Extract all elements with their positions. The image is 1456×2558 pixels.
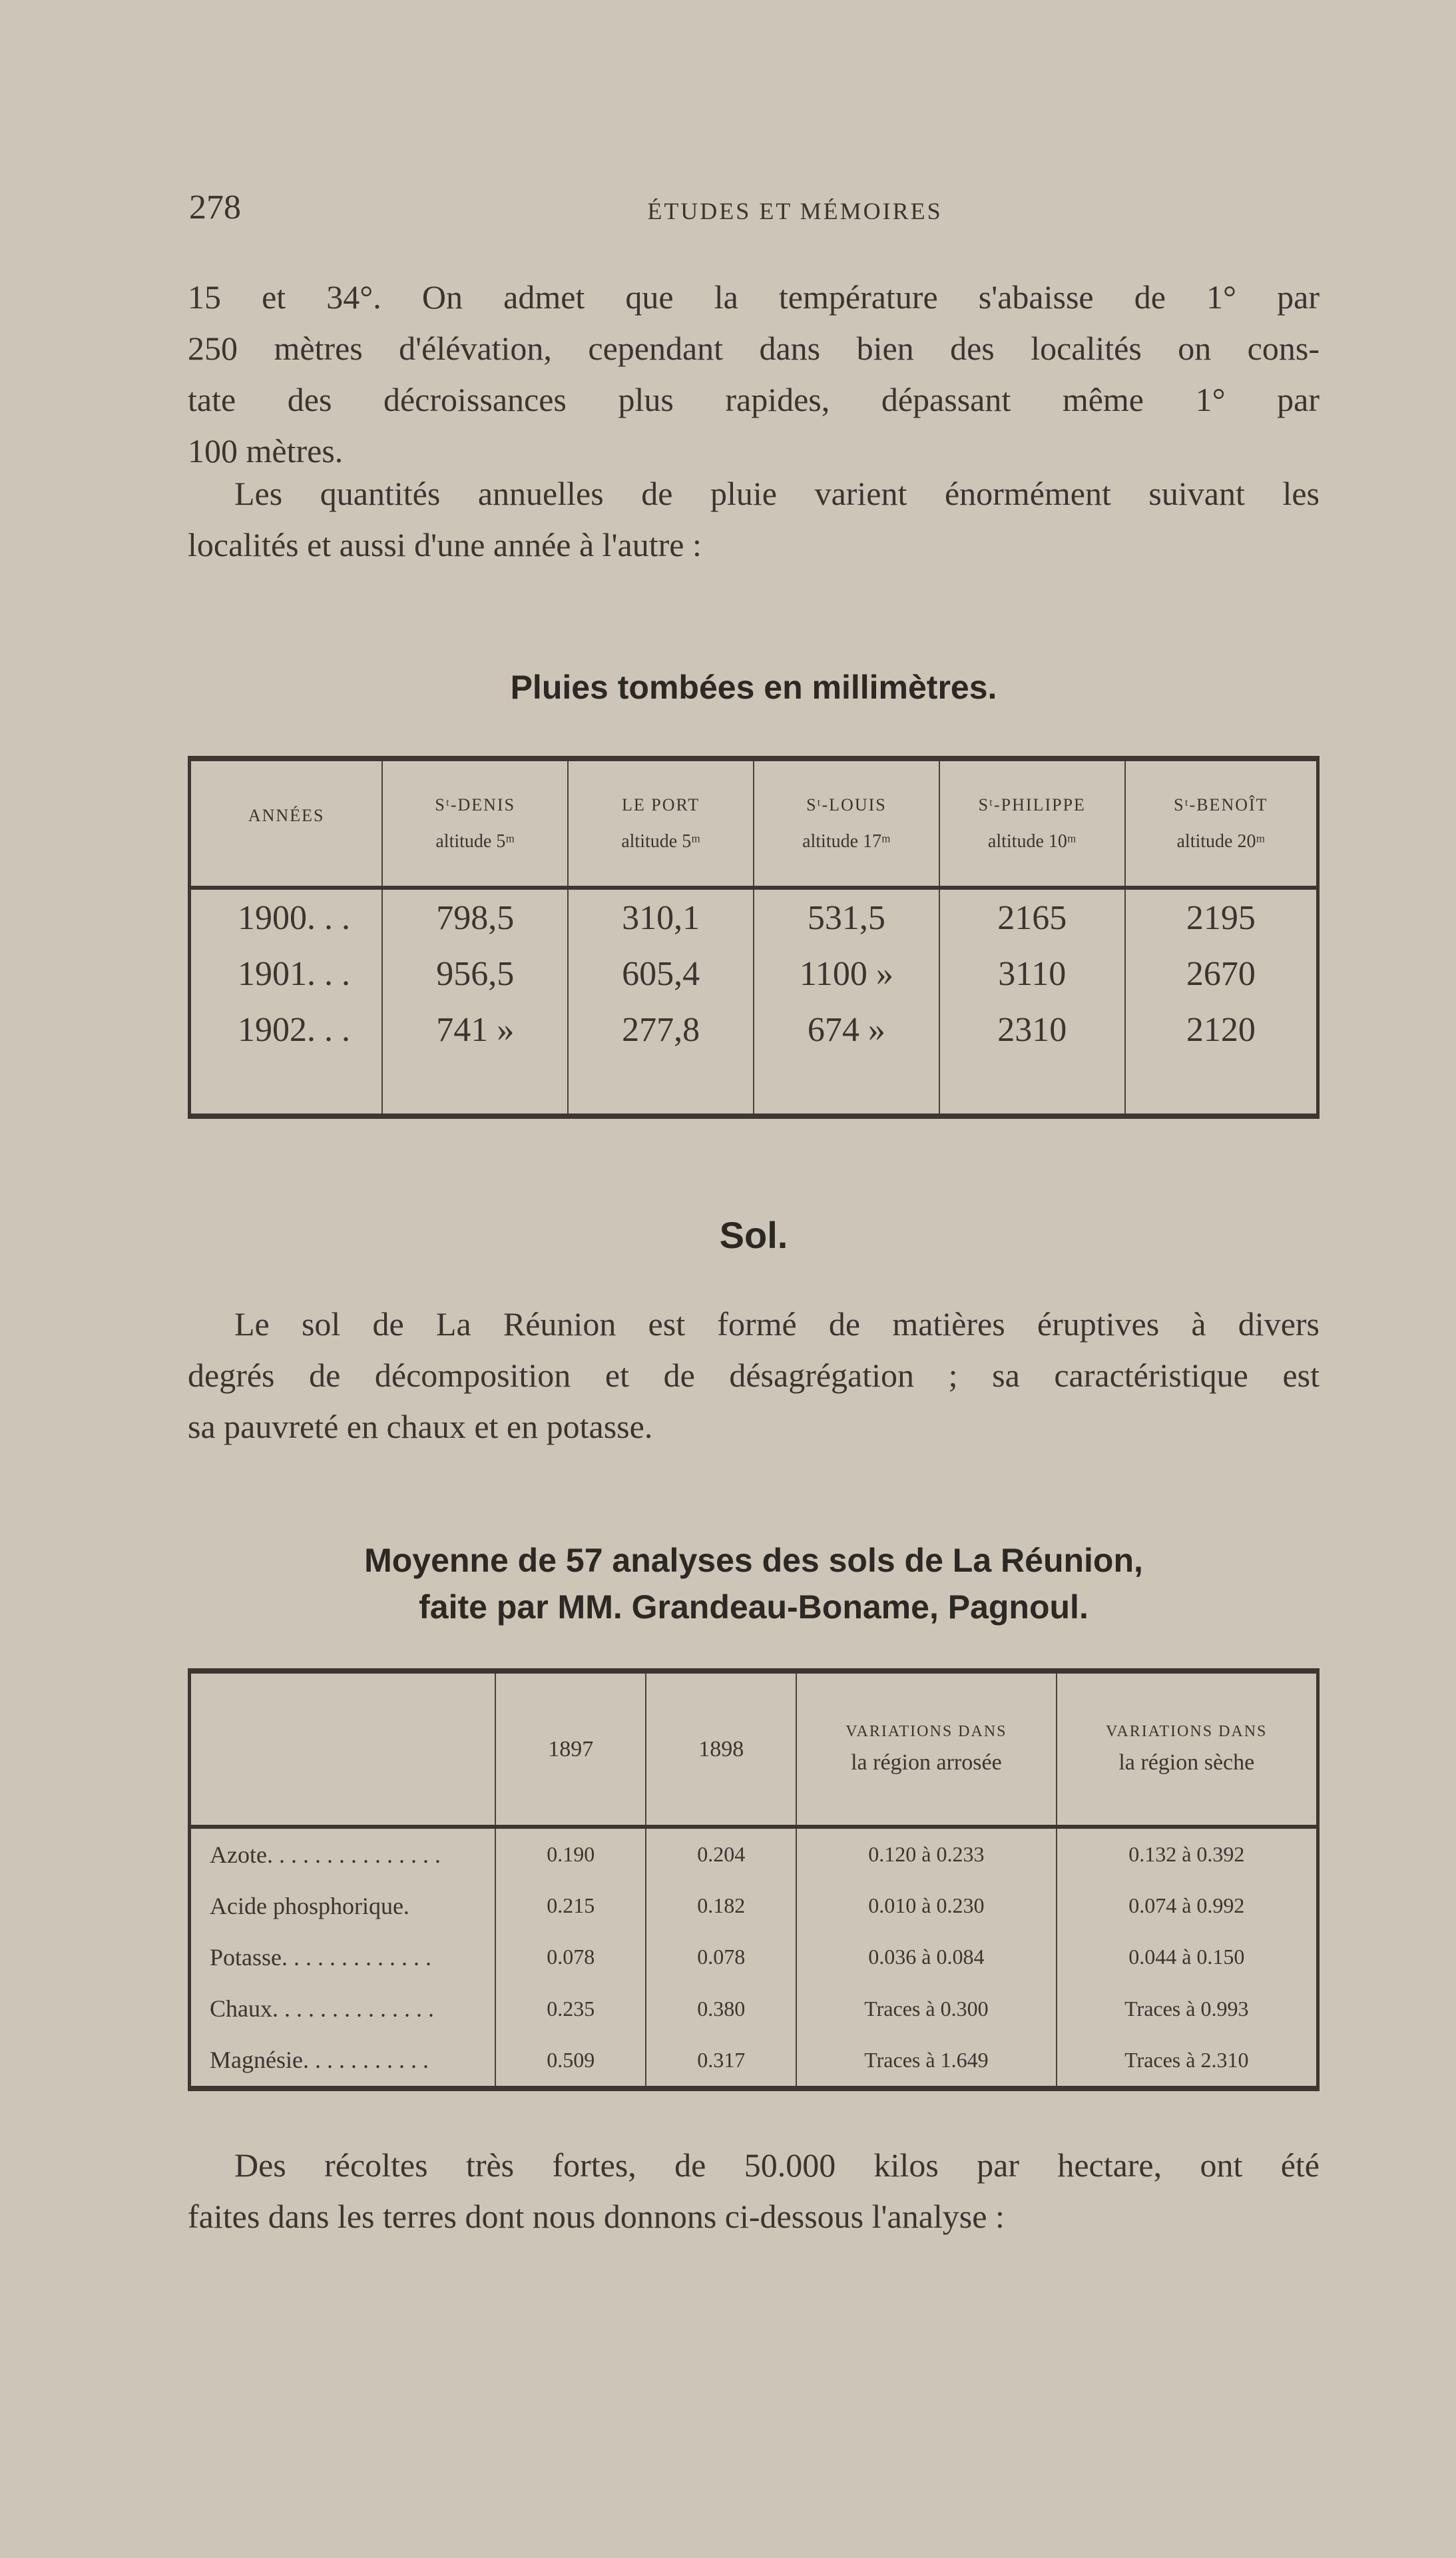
soil-header-row (191, 1674, 1316, 1827)
table-cell: 0.132 à 0.392 (1057, 1827, 1316, 1880)
text-line: Des récoltes très fortes, de 50.000 kilos par hectare, ont été (234, 2146, 1320, 2184)
table-cell: Traces à 0.300 (796, 1983, 1056, 2035)
running-title: ÉTUDES ET MÉMOIRES (647, 198, 943, 224)
rain-table-frame (188, 756, 1320, 1119)
table-cell: 605,4 (568, 946, 754, 1002)
table-cell: 0.317 (646, 2035, 796, 2086)
table-cell: 2120 (1125, 1002, 1316, 1058)
table-row (191, 1983, 1316, 2035)
page-header (189, 188, 1321, 234)
table-cell: 310,1 (568, 888, 754, 946)
table-cell: 0.182 (646, 1880, 796, 1931)
table-cell: 0.074 à 0.992 (1057, 1880, 1316, 1931)
section-heading-sol: Sol. (719, 1214, 788, 1256)
table-cell: 0.190 (495, 1827, 646, 1880)
table-cell: 956,5 (382, 946, 568, 1002)
table-cell: Traces à 2.310 (1057, 2035, 1316, 2086)
table-row (191, 1002, 1316, 1058)
table-row (191, 1827, 1316, 1880)
table-cell: 0.204 (646, 1827, 796, 1880)
table-cell: 1901. . . (238, 954, 350, 993)
soil-table-frame (188, 1668, 1320, 2091)
text-line: Les quantités annuelles de pluie varient énormément suivant les (234, 475, 1320, 512)
table-row (191, 1880, 1316, 1931)
column-header: VARIATIONS DANS la région arrosée (796, 1674, 1056, 1827)
table-cell: 741 » (382, 1002, 568, 1058)
column-header: Sᵗ-LOUIS altitude 17ᵐ (754, 761, 939, 888)
text-line: faites dans les terres dont nous donnons ci-dessous l'analyse : (188, 2198, 1005, 2235)
page-number: 278 (189, 188, 241, 226)
table-cell: 1900. . . (238, 898, 350, 937)
table-spacer-row (191, 1058, 1316, 1114)
column-header: ANNÉES (191, 761, 382, 888)
table-row (191, 946, 1316, 1002)
table-cell: 0.509 (495, 2035, 646, 2086)
column-header: LE PORT altitude 5ᵐ (568, 761, 754, 888)
table-cell: 1902. . . (238, 1010, 350, 1049)
soil-table-title (188, 1537, 1320, 1630)
table-cell: Acide phosphorique. (210, 1892, 409, 1919)
table-cell: 0.010 à 0.230 (796, 1880, 1056, 1931)
table-cell: 0.380 (646, 1983, 796, 2035)
paragraph-temperature (188, 272, 1320, 477)
soil-title-line: faite par MM. Grandeau-Boname, Pagnoul. (419, 1588, 1089, 1626)
table-cell: 2310 (939, 1002, 1125, 1058)
table-cell: 0.078 (495, 1931, 646, 1983)
table-cell: Traces à 0.993 (1057, 1983, 1316, 2035)
column-header: 1897 (495, 1674, 646, 1827)
paragraph-rain-intro (188, 468, 1320, 571)
table-cell: 0.235 (495, 1983, 646, 2035)
table-row (191, 2035, 1316, 2086)
table-cell: Magnésie. . . . . . . . . . . (210, 2047, 429, 2074)
table-cell: 798,5 (382, 888, 568, 946)
table-cell: 3110 (939, 946, 1125, 1002)
table-cell: 0.120 à 0.233 (796, 1827, 1056, 1880)
column-header (191, 1674, 495, 1827)
table-cell: 531,5 (754, 888, 939, 946)
table-cell: 0.215 (495, 1880, 646, 1931)
column-header: Sᵗ-BENOÎT altitude 20ᵐ (1125, 761, 1316, 888)
table-cell: 0.036 à 0.084 (796, 1931, 1056, 1983)
column-header: Sᵗ-PHILIPPE altitude 10ᵐ (939, 761, 1125, 888)
text-line: Le sol de La Réunion est formé de matières éruptives à divers (234, 1305, 1320, 1343)
column-header: VARIATIONS DANS la région sèche (1057, 1674, 1316, 1827)
text-line: 100 mètres. (188, 432, 344, 470)
text-line: sa pauvreté en chaux et en potasse. (188, 1408, 653, 1445)
text-line: tate des décroissances plus rapides, dépassant même 1° par (188, 381, 1320, 418)
text-line: 250 mètres d'élévation, cependant dans bien des localités on cons- (188, 330, 1320, 367)
rain-header-row (191, 761, 1316, 888)
table-cell: 2165 (939, 888, 1125, 946)
table-cell: 674 » (754, 1002, 939, 1058)
table-cell: 277,8 (568, 1002, 754, 1058)
text-line: 15 et 34°. On admet que la température s'abaisse de 1° par (188, 278, 1320, 316)
table-cell: 0.078 (646, 1931, 796, 1983)
rain-table (191, 761, 1316, 1114)
text-line: degrés de décomposition et de désagrégation ; sa caractéristique est (188, 1357, 1320, 1394)
table-cell: 0.044 à 0.150 (1057, 1931, 1316, 1983)
rain-table-title: Pluies tombées en millimètres. (510, 669, 997, 706)
soil-table (191, 1674, 1316, 2086)
soil-title-line: Moyenne de 57 analyses des sols de La Réunion, (364, 1542, 1143, 1579)
table-cell: Traces à 1.649 (796, 2035, 1056, 2086)
table-row (191, 1931, 1316, 1983)
paragraph-soil (188, 1299, 1320, 1452)
column-header: Sᵗ-DENIS altitude 5ᵐ (382, 761, 568, 888)
table-cell: Chaux. . . . . . . . . . . . . . (210, 1995, 434, 2023)
table-row (191, 888, 1316, 946)
table-cell: Azote. . . . . . . . . . . . . . . (210, 1841, 441, 1868)
column-header: 1898 (646, 1674, 796, 1827)
paragraph-harvest (188, 2140, 1320, 2242)
table-cell: 2670 (1125, 946, 1316, 1002)
table-cell: 2195 (1125, 888, 1316, 946)
text-line: localités et aussi d'une année à l'autre : (188, 526, 702, 563)
table-cell: 1100 » (754, 946, 939, 1002)
table-cell: Potasse. . . . . . . . . . . . . (210, 1943, 431, 1971)
